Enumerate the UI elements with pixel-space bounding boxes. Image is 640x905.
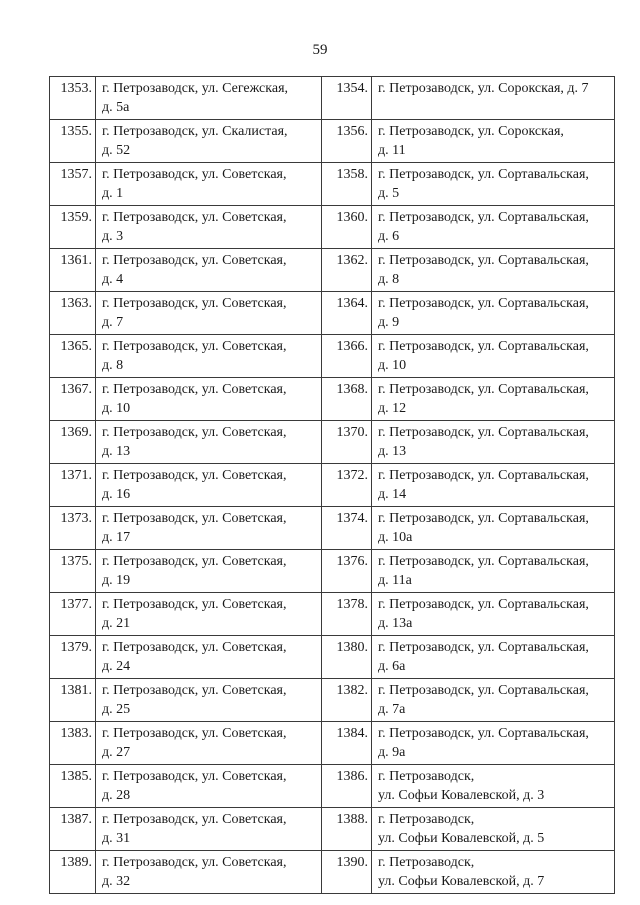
address-table-body bbox=[50, 77, 615, 894]
entry-address bbox=[96, 292, 322, 335]
address-line-1: г. Петрозаводск, ул. Сорокская, д. 7 bbox=[378, 81, 589, 96]
address-line-2: д. 19 bbox=[102, 573, 131, 588]
address-line-1: г. Петрозаводск, ул. Советская, bbox=[102, 769, 287, 784]
entry-address bbox=[96, 765, 322, 808]
address-line-2: д. 10а bbox=[378, 530, 413, 545]
address-line-2: д. 12 bbox=[378, 401, 407, 416]
address-line-1: г. Петрозаводск, ул. Советская, bbox=[102, 339, 287, 354]
entry-address bbox=[372, 421, 615, 464]
entry-number: 1383. bbox=[50, 722, 96, 765]
entry-number: 1369. bbox=[50, 421, 96, 464]
entry-address bbox=[96, 507, 322, 550]
entry-number: 1359. bbox=[50, 206, 96, 249]
entry-address bbox=[96, 851, 322, 894]
address-line-1: г. Петрозаводск, ул. Сортавальская, bbox=[378, 468, 589, 483]
address-line-1: г. Петрозаводск, ул. Сортавальская, bbox=[378, 554, 589, 569]
address-line-2: ул. Софьи Ковалевской, д. 3 bbox=[378, 788, 545, 803]
address-line-1: г. Петрозаводск, ул. Сортавальская, bbox=[378, 726, 589, 741]
address-line-1: г. Петрозаводск, ул. Сортавальская, bbox=[378, 511, 589, 526]
table-row bbox=[50, 163, 615, 206]
address-line-2: ул. Софьи Ковалевской, д. 5 bbox=[378, 831, 545, 846]
address-line-2: д. 11а bbox=[378, 573, 412, 588]
entry-number: 1360. bbox=[322, 206, 372, 249]
address-line-2: д. 52 bbox=[102, 143, 131, 158]
address-line-1: г. Петрозаводск, ул. Сортавальская, bbox=[378, 382, 589, 397]
entry-number: 1370. bbox=[322, 421, 372, 464]
address-line-2: д. 1 bbox=[102, 186, 124, 201]
entry-address bbox=[372, 507, 615, 550]
address-line-1: г. Петрозаводск, ул. Советская, bbox=[102, 554, 287, 569]
table-row bbox=[50, 249, 615, 292]
entry-number: 1384. bbox=[322, 722, 372, 765]
entry-number: 1365. bbox=[50, 335, 96, 378]
table-row bbox=[50, 120, 615, 163]
entry-number: 1374. bbox=[322, 507, 372, 550]
address-line-1: г. Петрозаводск, ул. Сортавальская, bbox=[378, 296, 589, 311]
entry-address bbox=[96, 163, 322, 206]
address-line-1: г. Петрозаводск, ул. Советская, bbox=[102, 726, 287, 741]
address-line-1: г. Петрозаводск, ул. Сортавальская, bbox=[378, 425, 589, 440]
address-line-1: г. Петрозаводск, ул. Советская, bbox=[102, 640, 287, 655]
table-row bbox=[50, 206, 615, 249]
address-line-2: д. 8 bbox=[378, 272, 400, 287]
entry-number: 1363. bbox=[50, 292, 96, 335]
address-line-2: ул. Софьи Ковалевской, д. 7 bbox=[378, 874, 545, 889]
table-row bbox=[50, 851, 615, 894]
entry-address bbox=[372, 593, 615, 636]
entry-number: 1375. bbox=[50, 550, 96, 593]
entry-address bbox=[96, 550, 322, 593]
address-line-1: г. Петрозаводск, ул. Сортавальская, bbox=[378, 640, 589, 655]
address-line-2: д. 7 bbox=[102, 315, 124, 330]
entry-number: 1356. bbox=[322, 120, 372, 163]
entry-address bbox=[372, 808, 615, 851]
entry-address bbox=[372, 206, 615, 249]
entry-number: 1361. bbox=[50, 249, 96, 292]
address-line-2: д. 21 bbox=[102, 616, 131, 631]
entry-number: 1382. bbox=[322, 679, 372, 722]
address-line-1: г. Петрозаводск, ул. Советская, bbox=[102, 253, 287, 268]
entry-address bbox=[372, 464, 615, 507]
entry-number: 1371. bbox=[50, 464, 96, 507]
entry-address bbox=[96, 808, 322, 851]
entry-number: 1358. bbox=[322, 163, 372, 206]
entry-number: 1378. bbox=[322, 593, 372, 636]
entry-number: 1377. bbox=[50, 593, 96, 636]
address-line-1: г. Петрозаводск, ул. Сортавальская, bbox=[378, 167, 589, 182]
page-number: 59 bbox=[312, 42, 328, 58]
entry-address bbox=[372, 120, 615, 163]
address-line-2: д. 8 bbox=[102, 358, 124, 373]
table-row bbox=[50, 550, 615, 593]
address-line-1: г. Петрозаводск, ул. Сортавальская, bbox=[378, 597, 589, 612]
address-line-2: д. 27 bbox=[102, 745, 131, 760]
address-line-2: д. 16 bbox=[102, 487, 131, 502]
entry-number: 1367. bbox=[50, 378, 96, 421]
address-line-1: г. Петрозаводск, ул. Сортавальская, bbox=[378, 339, 589, 354]
table-row bbox=[50, 636, 615, 679]
address-line-2: д. 9а bbox=[378, 745, 406, 760]
address-line-1: г. Петрозаводск, ул. Советская, bbox=[102, 511, 287, 526]
address-line-1: г. Петрозаводск, ул. Советская, bbox=[102, 855, 287, 870]
entry-address bbox=[96, 636, 322, 679]
address-line-1: г. Петрозаводск, ул. Сорокская, bbox=[378, 124, 564, 139]
table-row bbox=[50, 292, 615, 335]
address-table bbox=[49, 76, 615, 894]
entry-address bbox=[96, 206, 322, 249]
entry-address bbox=[372, 636, 615, 679]
address-line-2: д. 17 bbox=[102, 530, 131, 545]
entry-address bbox=[96, 120, 322, 163]
address-line-1: г. Петрозаводск, ул. Сортавальская, bbox=[378, 210, 589, 225]
table-row bbox=[50, 765, 615, 808]
entry-address bbox=[96, 593, 322, 636]
table-row bbox=[50, 808, 615, 851]
address-line-1: г. Петрозаводск, ул. Советская, bbox=[102, 597, 287, 612]
table-row bbox=[50, 593, 615, 636]
address-line-2: д. 25 bbox=[102, 702, 131, 717]
table-row bbox=[50, 722, 615, 765]
entry-address bbox=[96, 464, 322, 507]
address-line-2: д. 10 bbox=[378, 358, 407, 373]
entry-address bbox=[372, 851, 615, 894]
address-line-1: г. Петрозаводск, ул. Советская, bbox=[102, 382, 287, 397]
entry-address bbox=[96, 421, 322, 464]
address-line-1: г. Петрозаводск, ул. Советская, bbox=[102, 296, 287, 311]
address-line-2: д. 28 bbox=[102, 788, 131, 803]
address-line-1: г. Петрозаводск, ул. Сегежская, bbox=[102, 81, 289, 96]
table-row bbox=[50, 507, 615, 550]
entry-number: 1387. bbox=[50, 808, 96, 851]
address-line-1: г. Петрозаводск, ул. Сортавальская, bbox=[378, 253, 589, 268]
entry-address bbox=[372, 378, 615, 421]
address-line-1: г. Петрозаводск, ул. Советская, bbox=[102, 468, 287, 483]
entry-number: 1380. bbox=[322, 636, 372, 679]
address-line-2: д. 4 bbox=[102, 272, 124, 287]
entry-address bbox=[96, 722, 322, 765]
entry-number: 1373. bbox=[50, 507, 96, 550]
entry-number: 1381. bbox=[50, 679, 96, 722]
entry-address bbox=[372, 765, 615, 808]
address-line-1: г. Петрозаводск, ул. Советская, bbox=[102, 425, 287, 440]
entry-address bbox=[96, 378, 322, 421]
entry-address bbox=[372, 249, 615, 292]
entry-number: 1376. bbox=[322, 550, 372, 593]
address-line-1: г. Петрозаводск, ул. Советская, bbox=[102, 210, 287, 225]
entry-number: 1366. bbox=[322, 335, 372, 378]
entry-number: 1357. bbox=[50, 163, 96, 206]
entry-number: 1368. bbox=[322, 378, 372, 421]
address-line-2: д. 6 bbox=[378, 229, 400, 244]
entry-address bbox=[96, 77, 322, 120]
address-line-2: д. 5а bbox=[102, 100, 130, 115]
address-line-2: д. 6а bbox=[378, 659, 406, 674]
address-line-2: д. 9 bbox=[378, 315, 400, 330]
address-line-2: д. 5 bbox=[378, 186, 400, 201]
address-line-1: г. Петрозаводск, bbox=[378, 812, 475, 827]
address-line-1: г. Петрозаводск, bbox=[378, 855, 475, 870]
table-row bbox=[50, 77, 615, 120]
table-row bbox=[50, 679, 615, 722]
address-line-2: д. 7а bbox=[378, 702, 406, 717]
address-line-2: д. 13 bbox=[102, 444, 131, 459]
address-line-2: д. 3 bbox=[102, 229, 124, 244]
entry-number: 1379. bbox=[50, 636, 96, 679]
entry-address bbox=[372, 77, 615, 120]
entry-number: 1364. bbox=[322, 292, 372, 335]
address-line-1: г. Петрозаводск, ул. Советская, bbox=[102, 812, 287, 827]
entry-address bbox=[372, 550, 615, 593]
entry-address bbox=[96, 679, 322, 722]
entry-number: 1389. bbox=[50, 851, 96, 894]
entry-address bbox=[372, 722, 615, 765]
table-row bbox=[50, 464, 615, 507]
address-line-1: г. Петрозаводск, bbox=[378, 769, 475, 784]
entry-number: 1386. bbox=[322, 765, 372, 808]
address-line-2: д. 11 bbox=[378, 143, 406, 158]
entry-number: 1355. bbox=[50, 120, 96, 163]
address-line-1: г. Петрозаводск, ул. Советская, bbox=[102, 167, 287, 182]
address-line-2: д. 31 bbox=[102, 831, 131, 846]
address-line-1: г. Петрозаводск, ул. Скалистая, bbox=[102, 124, 288, 139]
table-row bbox=[50, 378, 615, 421]
address-line-2: д. 24 bbox=[102, 659, 131, 674]
entry-number: 1354. bbox=[322, 77, 372, 120]
address-line-2: д. 10 bbox=[102, 401, 131, 416]
entry-number: 1390. bbox=[322, 851, 372, 894]
table-row bbox=[50, 421, 615, 464]
address-line-1: г. Петрозаводск, ул. Советская, bbox=[102, 683, 287, 698]
address-line-2: д. 14 bbox=[378, 487, 407, 502]
entry-number: 1388. bbox=[322, 808, 372, 851]
entry-address bbox=[372, 292, 615, 335]
entry-address bbox=[96, 335, 322, 378]
entry-address bbox=[372, 163, 615, 206]
address-line-2: д. 13а bbox=[378, 616, 413, 631]
entry-address bbox=[372, 679, 615, 722]
entry-number: 1385. bbox=[50, 765, 96, 808]
table-row bbox=[50, 335, 615, 378]
entry-address bbox=[96, 249, 322, 292]
entry-number: 1353. bbox=[50, 77, 96, 120]
address-line-1: г. Петрозаводск, ул. Сортавальская, bbox=[378, 683, 589, 698]
entry-address bbox=[372, 335, 615, 378]
address-line-2: д. 32 bbox=[102, 874, 131, 889]
address-line-2: д. 13 bbox=[378, 444, 407, 459]
entry-number: 1362. bbox=[322, 249, 372, 292]
entry-number: 1372. bbox=[322, 464, 372, 507]
